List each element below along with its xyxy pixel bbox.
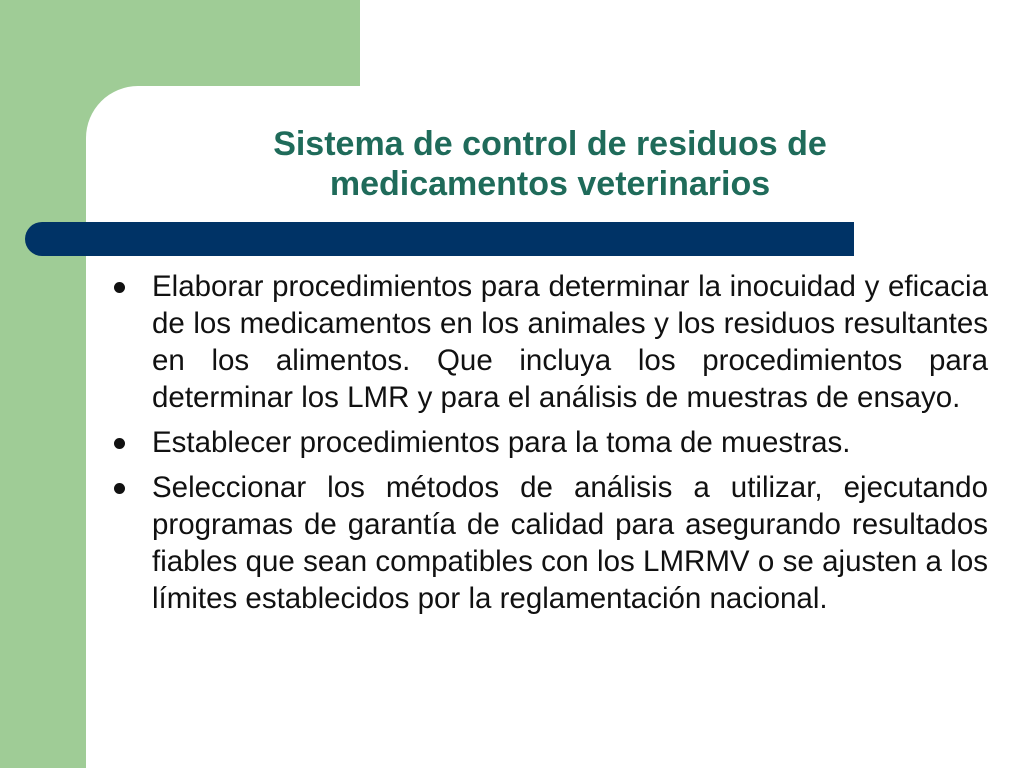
title-underline-bar (25, 222, 854, 256)
bullet-text: Elaborar procedimientos para determinar la inocuidad y eficacia de los medicamentos en los animales y los residuos resultantes en los alimentos. Que incluya los procedimientos para determinar los LMR y para el análisis de muestras de ensayo. (152, 270, 988, 414)
bullet-list (108, 268, 988, 625)
bullet-icon (114, 483, 125, 494)
bullet-item (108, 268, 988, 416)
bullet-item (108, 424, 988, 461)
bullet-text: Seleccionar los métodos de análisis a utilizar, ejecutando programas de garantía de calidad para asegurando resultados fiables que sean compatibles con los LMRMV o se ajusten a los límites establecidos por la reglamentación nacional. (152, 471, 988, 615)
bullet-text: Establecer procedimientos para la toma de muestras. (152, 426, 851, 459)
slide-title: Sistema de control de residuos de medicamentos veterinarios (273, 125, 827, 203)
bullet-item (108, 469, 988, 617)
bullet-icon (114, 282, 125, 293)
bullet-icon (114, 438, 125, 449)
